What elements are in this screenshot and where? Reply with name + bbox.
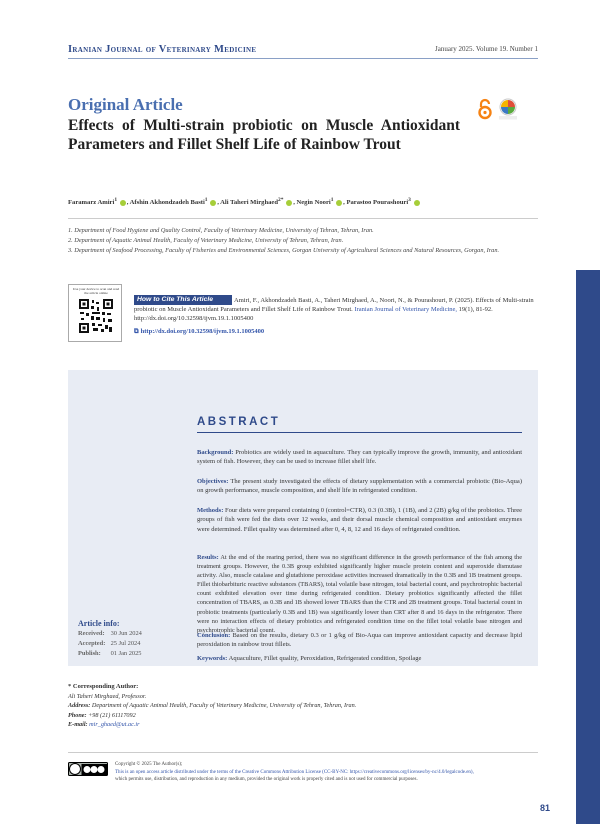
abstract-conclusion: Conclusion: Based on the results, dietary 0.3 or 1 g/kg of Bio-Aqua can improve antioxidant capacity and decrease lipid peroxidation in rainbow trout fillets. [197, 632, 522, 649]
orcid-icon[interactable] [414, 200, 420, 206]
qr-scan-text: Use your device to scan and read the article online [72, 287, 120, 295]
abstract-keywords: Keywords: Aquaculture, Fillet quality, Peroxidation, Refrigerated condition, Spoilage [197, 655, 422, 662]
citation-journal-link[interactable]: Iranian Journal of Veterinary Medicine, [354, 306, 458, 313]
abstract-rule [197, 432, 522, 433]
abstract-results: Results: At the end of the rearing period, there was no significant difference in the growth performance of the fish among the treatment groups. However, the 0.3B group exhibited significantly higher muscle protein content and superoxide dismutase activity. Also, muscle catalase and glutathione peroxidase activities increased dramatically in the 0.3B and 1B treatment groups. Fillet thiobarbituric reactive substances (TBARS), total volatile base nitrogen, total bacterial count, and psychrotrophic bacterial count exhibited elevation over time during refrigerated condition. Dietary probiotics significantly affected the fillet concentration of TBARS, as 0.3B and 1B showed lower TBARS than the CTR and 2B treatment groups. Total bacterial count in probiotic treatments (particularly 0.3B and 1B) was significantly lower than CRT after 8 and 16 days in the refrigerator. There were no interaction effects of dietary probiotics and refrigerated condition time on the fillet total volatile base nitrogen and psychrotrophic bacterial count. [197, 554, 522, 634]
corresponding-address: Address: Department of Aquatic Animal Health, Faculty of Veterinary Medicine, University of Tehran, Tehran, Iran. [68, 702, 357, 709]
issue-info: January 2025. Volume 19. Number 1 [435, 45, 538, 53]
citation-text: Amiri, F., Akhondzadeh Basti, A., Taheri Mirghaed, A., Noori, N., & Pourashouri, P. (2025). Effects of Multi-strain probiotic on Muscle Antioxidant Parameters and Fillet Shelf Life of Rainbow Trout. Iranian Journal of Veterinary Medicine, 19(1), 81-92. http://dx.doi.org/10.32598/ijvm.19.1.1005400 [134, 297, 534, 322]
orcid-icon[interactable] [336, 200, 342, 206]
author-list: Faramarz Amiri$^1$ , Afshin Akhondzadeh Basti$^1$ , Ali Taheri Mirghaed$^{2*}$ , Negin Noori$^1$ , Parastoo Pourashouri$^3$ [68, 197, 538, 206]
qr-code-box[interactable] [68, 284, 122, 342]
corresponding-email: E-mail: mir_ghaed@ut.ac.ir [68, 721, 140, 728]
article-title: Effects of Multi-strain probiotic on Muscle Antioxidant Parameters and Fillet Shelf Life of Rainbow Trout [68, 117, 460, 153]
orcid-icon[interactable] [286, 200, 292, 206]
doi-link[interactable]: ⧉ http://dx.doi.org/10.32598/ijvm.19.1.1005400 [134, 328, 265, 335]
received-row: Received: 30 Jun 2024 [78, 630, 142, 637]
orcid-icon[interactable] [210, 200, 216, 206]
orcid-icon[interactable] [120, 200, 126, 206]
author-2[interactable]: Afshin Akhondzadeh Basti$^1$ [130, 199, 218, 206]
abstract-background: Background: Probiotics are widely used in aquaculture. They can typically improve the growth, immunity, and antioxidant system of fish. However, they can be used to increase fillet shelf life. [197, 449, 523, 466]
author-1[interactable]: Faramarz Amiri$^1$ [68, 199, 127, 206]
corresponding-author [68, 682, 538, 730]
author-4[interactable]: Negin Noori$^1$ [296, 199, 343, 206]
copyright-line-2[interactable]: This is an open access article distributed under the terms of the Creative Commons Attribution License (CC-BY-NC: https://creativecommons.org/licenses/by-nc/4.0/legalcode.en), [115, 769, 474, 775]
affiliations [68, 226, 538, 255]
affiliation-2: 2. Department of Aquatic Animal Health, Faculty of Veterinary Medicine, University of Tehran, Tehran, Iran. [68, 236, 344, 244]
publish-row: Publish: 01 Jan 2025 [78, 650, 142, 657]
article-info-title: Article info: [78, 619, 120, 628]
cc-license-icon[interactable] [68, 762, 108, 776]
badges [476, 98, 520, 120]
article-info [78, 619, 188, 659]
corresponding-phone: Phone: +98 (21) 61117092 [68, 711, 136, 719]
author-5[interactable]: Parastoo Pourashouri$^3$ [346, 199, 420, 206]
affiliation-3: 3. Department of Seafood Processing, Faculty of Fisheries and Environmental Sciences, Gorgan University of Agricultural Sciences and Natural Resources, Gorgan, Iran. [68, 246, 500, 254]
qr-code-icon [79, 299, 113, 333]
abstract-heading: ABSTRACT [197, 416, 281, 428]
copyright-notice [115, 761, 538, 784]
author-3[interactable]: Ali Taheri Mirghaed$^{2*}$ [220, 199, 293, 206]
affiliation-1: 1. Department of Food Hygiene and Quality Control, Faculty of Veterinary Medicine, University of Tehran, Tehran, Iran. [68, 227, 374, 234]
article-type: Original Article [68, 95, 183, 114]
open-access-icon[interactable] [476, 98, 494, 120]
copyright-line-3: which permits use, distribution, and reproduction in any medium, provided the original work is properly cited and is not used for commercial purposes. [115, 777, 418, 783]
journal-name: Iranian Journal of Veterinary Medicine [68, 44, 257, 55]
external-link-icon: ⧉ [134, 328, 139, 335]
corresponding-heading: * Corresponding Author: [68, 683, 139, 690]
affiliation-rule [68, 218, 538, 219]
header-rule [68, 58, 538, 59]
side-color-bar [576, 270, 600, 824]
copyright-line-1: Copyright © 2025 The Author(s); [115, 762, 183, 767]
accepted-row: Accepted: 25 Jul 2024 [78, 640, 141, 647]
corresponding-name: Ali Taheri Mirghaed, Professor. [68, 692, 147, 700]
abstract-methods: Methods: Four diets were prepared containing 0 (control=CTR), 0.3 (0.3B), 1 (1B), and 2 (2B) g/kg of the probiotics. Three groups of fish were fed the diets over 12 weeks, and their dorsal muscle chemical composition and antioxidant enzymes were determined. Fillet quality was determined after 0, 4, 8, 12 and 16 days of refrigerated condition. [197, 507, 523, 533]
email-link[interactable]: mir_ghaed@ut.ac.ir [89, 721, 140, 728]
footer-rule [68, 752, 538, 753]
abstract-objectives: Objectives: The present study investigated the effects of dietary supplementation with a commercial probiotic (Bio-Aqua) on growth performance, muscle composition, and shelf life in refrigerated condition. [197, 478, 522, 495]
page-number: 81 [540, 803, 551, 813]
how-to-cite-heading: How to Cite This Article [134, 295, 232, 305]
journal-header [68, 44, 538, 58]
crossmark-icon[interactable] [498, 98, 518, 120]
